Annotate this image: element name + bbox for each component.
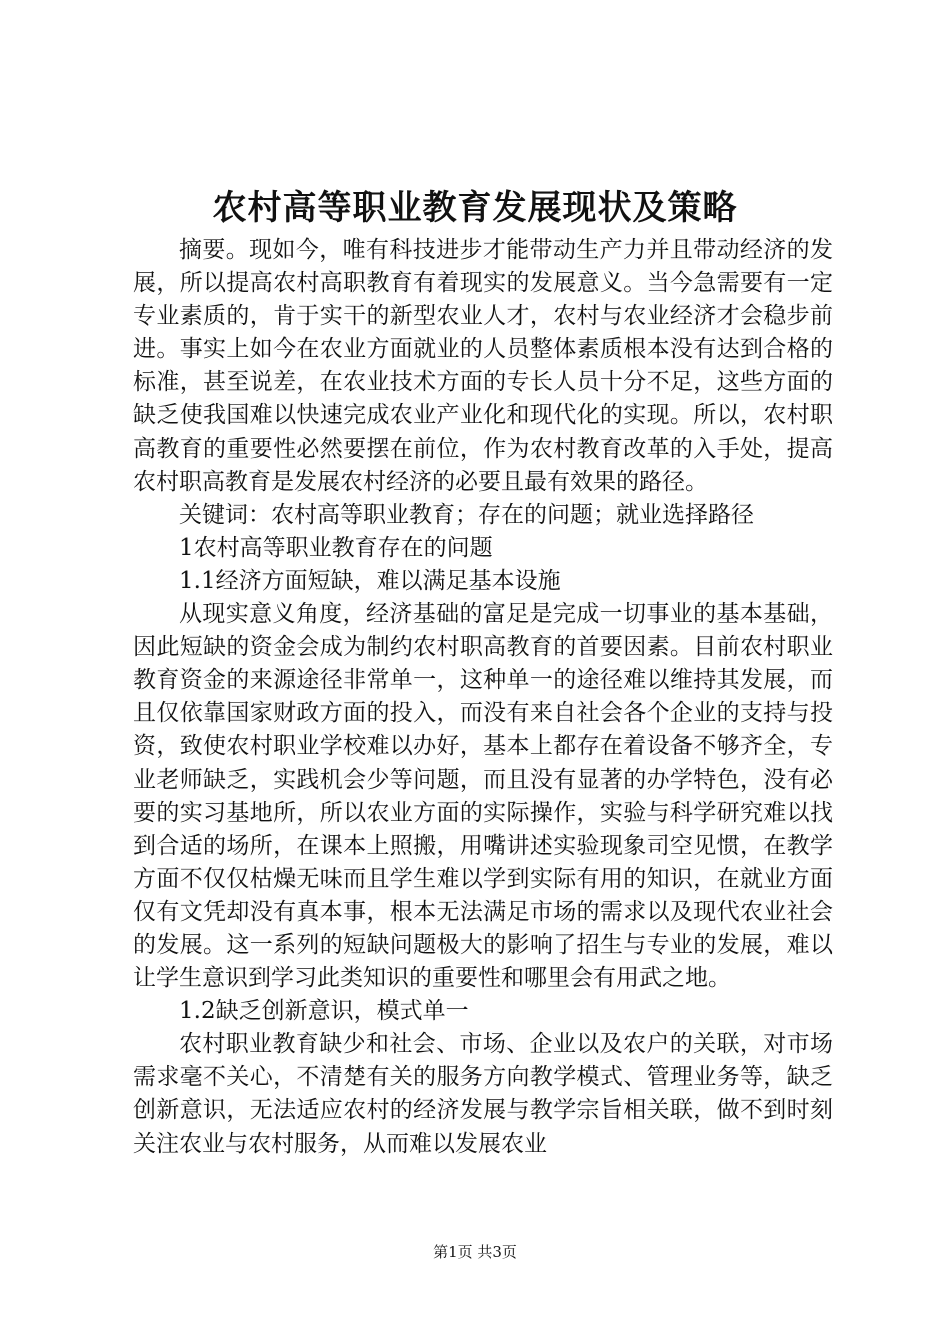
- subsection-heading-1-1: 1.1经济方面短缺，难以满足基本设施: [179, 567, 561, 594]
- abstract-paragraph: 摘要。现如今，唯有科技进步才能带动生产力并且带动经济的发展，所以提高农村高职教育有着现实的发展意义。当今急需要有一定专业素质的，肯于实干的新型农业人才，农村与农业经济才会稳步前进。事实上如今在农业方面就业的人员整体素质根本没有达到合格的标准，甚至说差，在农业技术方面的专长人员十分不足，这些方面的缺乏使我国难以快速完成农业产业化和现代化的实现。所以，农村职高教育的重要性必然要摆在前位，作为农村教育改革的入手处，提高农村职高教育是发展农村经济的必要且最有效果的路径。: [133, 237, 833, 495]
- document-body: [133, 234, 833, 1161]
- subsection-heading-1-2: 1.2缺乏创新意识，模式单一: [179, 998, 469, 1025]
- document-title: 农村高等职业教育发展现状及策略: [212, 188, 738, 228]
- page-footer: 第1页 共3页: [433, 1243, 517, 1261]
- section-heading-1: 1农村高等职业教育存在的问题: [179, 534, 493, 561]
- body-paragraph: 农村职业教育缺少和社会、市场、企业以及农户的关联，对市场需求毫不关心，不清楚有关的服务方向教学模式、管理业务等，缺乏创新意识，无法适应农村的经济发展与教学宗旨相关联，做不到时刻关注农业与农村服务，从而难以发展农业: [133, 1031, 833, 1157]
- body-paragraph: 从现实意义角度，经济基础的富足是完成一切事业的基本基础，因此短缺的资金会成为制约农村职高教育的首要因素。目前农村职业教育资金的来源途径非常单一，这种单一的途径难以维持其发展，而且仅依靠国家财政方面的投入，而没有来自社会各个企业的支持与投资，致使农村职业学校难以办好，基本上都存在着设备不够齐全，专业老师缺乏，实践机会少等问题，而且没有显著的办学特色，没有必要的实习基地所，所以农业方面的实际操作，实验与科学研究难以找到合适的场所，在课本上照搬，用嘴讲述实验现象司空见惯，在教学方面不仅仅枯燥无味而且学生难以学到实际有用的知识，在就业方面仅有文凭却没有真本事，根本无法满足市场的需求以及现代农业社会的发展。这一系列的短缺问题极大的影响了招生与专业的发展，难以让学生意识到学习此类知识的重要性和哪里会有用武之地。: [133, 601, 833, 992]
- keywords-line: 关键词：农村高等职业教育；存在的问题；就业选择路径: [179, 501, 754, 528]
